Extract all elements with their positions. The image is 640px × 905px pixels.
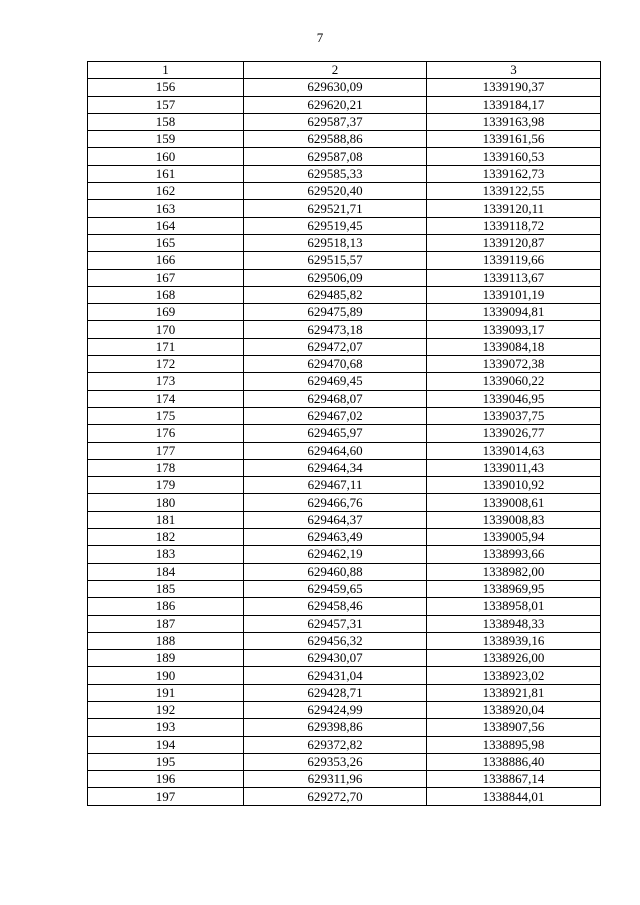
x-coordinate-cell: 629518,13	[244, 234, 427, 251]
x-coordinate-cell: 629430,07	[244, 650, 427, 667]
x-coordinate-cell: 629506,09	[244, 269, 427, 286]
table-row	[88, 269, 601, 286]
x-coordinate-cell: 629521,71	[244, 200, 427, 217]
y-coordinate-cell: 1339101,19	[427, 286, 601, 303]
y-coordinate-cell: 1338920,04	[427, 701, 601, 718]
x-coordinate-cell: 629431,04	[244, 667, 427, 684]
y-coordinate-cell: 1339162,73	[427, 165, 601, 182]
x-coordinate-cell: 629424,99	[244, 701, 427, 718]
y-coordinate-cell: 1339008,83	[427, 511, 601, 528]
x-coordinate-cell: 629353,26	[244, 753, 427, 770]
x-coordinate-cell: 629469,45	[244, 373, 427, 390]
y-coordinate-cell: 1338886,40	[427, 753, 601, 770]
point-number-cell: 194	[88, 736, 244, 753]
table-row	[88, 529, 601, 546]
table-row	[88, 304, 601, 321]
point-number-cell: 160	[88, 148, 244, 165]
y-coordinate-cell: 1339160,53	[427, 148, 601, 165]
y-coordinate-cell: 1338982,00	[427, 563, 601, 580]
table-row	[88, 477, 601, 494]
y-coordinate-cell: 1339118,72	[427, 217, 601, 234]
y-coordinate-cell: 1339011,43	[427, 459, 601, 476]
point-number-cell: 170	[88, 321, 244, 338]
y-coordinate-cell: 1339119,66	[427, 252, 601, 269]
table-row	[88, 736, 601, 753]
y-coordinate-cell: 1339120,87	[427, 234, 601, 251]
y-coordinate-cell: 1339184,17	[427, 96, 601, 113]
x-coordinate-cell: 629464,60	[244, 442, 427, 459]
table-row	[88, 580, 601, 597]
y-coordinate-cell: 1339037,75	[427, 407, 601, 424]
point-number-cell: 156	[88, 79, 244, 96]
table-row	[88, 286, 601, 303]
x-coordinate-cell: 629472,07	[244, 338, 427, 355]
point-number-cell: 157	[88, 96, 244, 113]
table-row	[88, 546, 601, 563]
x-coordinate-cell: 629462,19	[244, 546, 427, 563]
point-number-cell: 197	[88, 788, 244, 805]
y-coordinate-cell: 1338926,00	[427, 650, 601, 667]
y-coordinate-cell: 1339190,37	[427, 79, 601, 96]
table-row	[88, 165, 601, 182]
y-coordinate-cell: 1339010,92	[427, 477, 601, 494]
table-header	[88, 62, 601, 79]
point-number-cell: 196	[88, 771, 244, 788]
column-header-3: 3	[427, 62, 601, 79]
point-number-cell: 175	[88, 407, 244, 424]
table-row	[88, 684, 601, 701]
y-coordinate-cell: 1338939,16	[427, 632, 601, 649]
y-coordinate-cell: 1339072,38	[427, 356, 601, 373]
x-coordinate-cell: 629475,89	[244, 304, 427, 321]
point-number-cell: 188	[88, 632, 244, 649]
table-row	[88, 632, 601, 649]
y-coordinate-cell: 1338921,81	[427, 684, 601, 701]
point-number-cell: 183	[88, 546, 244, 563]
table-row	[88, 459, 601, 476]
point-number-cell: 184	[88, 563, 244, 580]
point-number-cell: 159	[88, 131, 244, 148]
y-coordinate-cell: 1339046,95	[427, 390, 601, 407]
y-coordinate-cell: 1339060,22	[427, 373, 601, 390]
point-number-cell: 182	[88, 529, 244, 546]
y-coordinate-cell: 1339093,17	[427, 321, 601, 338]
x-coordinate-cell: 629372,82	[244, 736, 427, 753]
point-number-cell: 178	[88, 459, 244, 476]
y-coordinate-cell: 1338895,98	[427, 736, 601, 753]
x-coordinate-cell: 629466,76	[244, 494, 427, 511]
x-coordinate-cell: 629620,21	[244, 96, 427, 113]
point-number-cell: 161	[88, 165, 244, 182]
x-coordinate-cell: 629630,09	[244, 79, 427, 96]
x-coordinate-cell: 629272,70	[244, 788, 427, 805]
point-number-cell: 171	[88, 338, 244, 355]
point-number-cell: 172	[88, 356, 244, 373]
point-number-cell: 189	[88, 650, 244, 667]
x-coordinate-cell: 629465,97	[244, 425, 427, 442]
y-coordinate-cell: 1339094,81	[427, 304, 601, 321]
y-coordinate-cell: 1338907,56	[427, 719, 601, 736]
x-coordinate-cell: 629467,02	[244, 407, 427, 424]
x-coordinate-cell: 629428,71	[244, 684, 427, 701]
y-coordinate-cell: 1339084,18	[427, 338, 601, 355]
y-coordinate-cell: 1338993,66	[427, 546, 601, 563]
point-number-cell: 181	[88, 511, 244, 528]
y-coordinate-cell: 1339120,11	[427, 200, 601, 217]
table-row	[88, 234, 601, 251]
table-row	[88, 667, 601, 684]
x-coordinate-cell: 629467,11	[244, 477, 427, 494]
table-row	[88, 407, 601, 424]
table-row	[88, 701, 601, 718]
table-row	[88, 390, 601, 407]
y-coordinate-cell: 1339026,77	[427, 425, 601, 442]
point-number-cell: 176	[88, 425, 244, 442]
point-number-cell: 166	[88, 252, 244, 269]
table-row	[88, 356, 601, 373]
table-row	[88, 719, 601, 736]
x-coordinate-cell: 629587,37	[244, 113, 427, 130]
header-row	[88, 62, 601, 79]
table-row	[88, 148, 601, 165]
point-number-cell: 191	[88, 684, 244, 701]
x-coordinate-cell: 629460,88	[244, 563, 427, 580]
column-header-2: 2	[244, 62, 427, 79]
table-row	[88, 113, 601, 130]
table-row	[88, 217, 601, 234]
table-row	[88, 494, 601, 511]
table-row	[88, 615, 601, 632]
point-number-cell: 165	[88, 234, 244, 251]
x-coordinate-cell: 629485,82	[244, 286, 427, 303]
y-coordinate-cell: 1338923,02	[427, 667, 601, 684]
table-row	[88, 788, 601, 805]
point-number-cell: 158	[88, 113, 244, 130]
x-coordinate-cell: 629587,08	[244, 148, 427, 165]
point-number-cell: 186	[88, 598, 244, 615]
x-coordinate-cell: 629468,07	[244, 390, 427, 407]
point-number-cell: 174	[88, 390, 244, 407]
table-row	[88, 183, 601, 200]
coordinates-table	[87, 61, 601, 806]
table-row	[88, 771, 601, 788]
table-row	[88, 650, 601, 667]
point-number-cell: 195	[88, 753, 244, 770]
x-coordinate-cell: 629398,86	[244, 719, 427, 736]
table-row	[88, 563, 601, 580]
y-coordinate-cell: 1339163,98	[427, 113, 601, 130]
column-header-1: 1	[88, 62, 244, 79]
table-row	[88, 96, 601, 113]
table-row	[88, 338, 601, 355]
point-number-cell: 162	[88, 183, 244, 200]
x-coordinate-cell: 629459,65	[244, 580, 427, 597]
x-coordinate-cell: 629456,32	[244, 632, 427, 649]
x-coordinate-cell: 629519,45	[244, 217, 427, 234]
y-coordinate-cell: 1338948,33	[427, 615, 601, 632]
point-number-cell: 190	[88, 667, 244, 684]
table-row	[88, 373, 601, 390]
x-coordinate-cell: 629458,46	[244, 598, 427, 615]
table-body	[88, 79, 601, 805]
x-coordinate-cell: 629585,33	[244, 165, 427, 182]
x-coordinate-cell: 629463,49	[244, 529, 427, 546]
y-coordinate-cell: 1339161,56	[427, 131, 601, 148]
x-coordinate-cell: 629588,86	[244, 131, 427, 148]
x-coordinate-cell: 629473,18	[244, 321, 427, 338]
y-coordinate-cell: 1338958,01	[427, 598, 601, 615]
table-row	[88, 321, 601, 338]
point-number-cell: 173	[88, 373, 244, 390]
point-number-cell: 185	[88, 580, 244, 597]
y-coordinate-cell: 1339113,67	[427, 269, 601, 286]
table-row	[88, 598, 601, 615]
x-coordinate-cell: 629311,96	[244, 771, 427, 788]
table-row	[88, 511, 601, 528]
x-coordinate-cell: 629464,37	[244, 511, 427, 528]
point-number-cell: 193	[88, 719, 244, 736]
x-coordinate-cell: 629464,34	[244, 459, 427, 476]
y-coordinate-cell: 1338867,14	[427, 771, 601, 788]
table-row	[88, 252, 601, 269]
point-number-cell: 177	[88, 442, 244, 459]
table-row	[88, 425, 601, 442]
x-coordinate-cell: 629470,68	[244, 356, 427, 373]
point-number-cell: 167	[88, 269, 244, 286]
point-number-cell: 187	[88, 615, 244, 632]
point-number-cell: 168	[88, 286, 244, 303]
y-coordinate-cell: 1339005,94	[427, 529, 601, 546]
point-number-cell: 180	[88, 494, 244, 511]
y-coordinate-cell: 1338969,95	[427, 580, 601, 597]
y-coordinate-cell: 1339014,63	[427, 442, 601, 459]
y-coordinate-cell: 1339122,55	[427, 183, 601, 200]
point-number-cell: 163	[88, 200, 244, 217]
point-number-cell: 192	[88, 701, 244, 718]
x-coordinate-cell: 629515,57	[244, 252, 427, 269]
table-row	[88, 442, 601, 459]
point-number-cell: 179	[88, 477, 244, 494]
y-coordinate-cell: 1339008,61	[427, 494, 601, 511]
table-row	[88, 79, 601, 96]
point-number-cell: 169	[88, 304, 244, 321]
y-coordinate-cell: 1338844,01	[427, 788, 601, 805]
x-coordinate-cell: 629457,31	[244, 615, 427, 632]
table-row	[88, 753, 601, 770]
table-row	[88, 131, 601, 148]
page-number: 7	[316, 30, 324, 45]
x-coordinate-cell: 629520,40	[244, 183, 427, 200]
point-number-cell: 164	[88, 217, 244, 234]
table-row	[88, 200, 601, 217]
